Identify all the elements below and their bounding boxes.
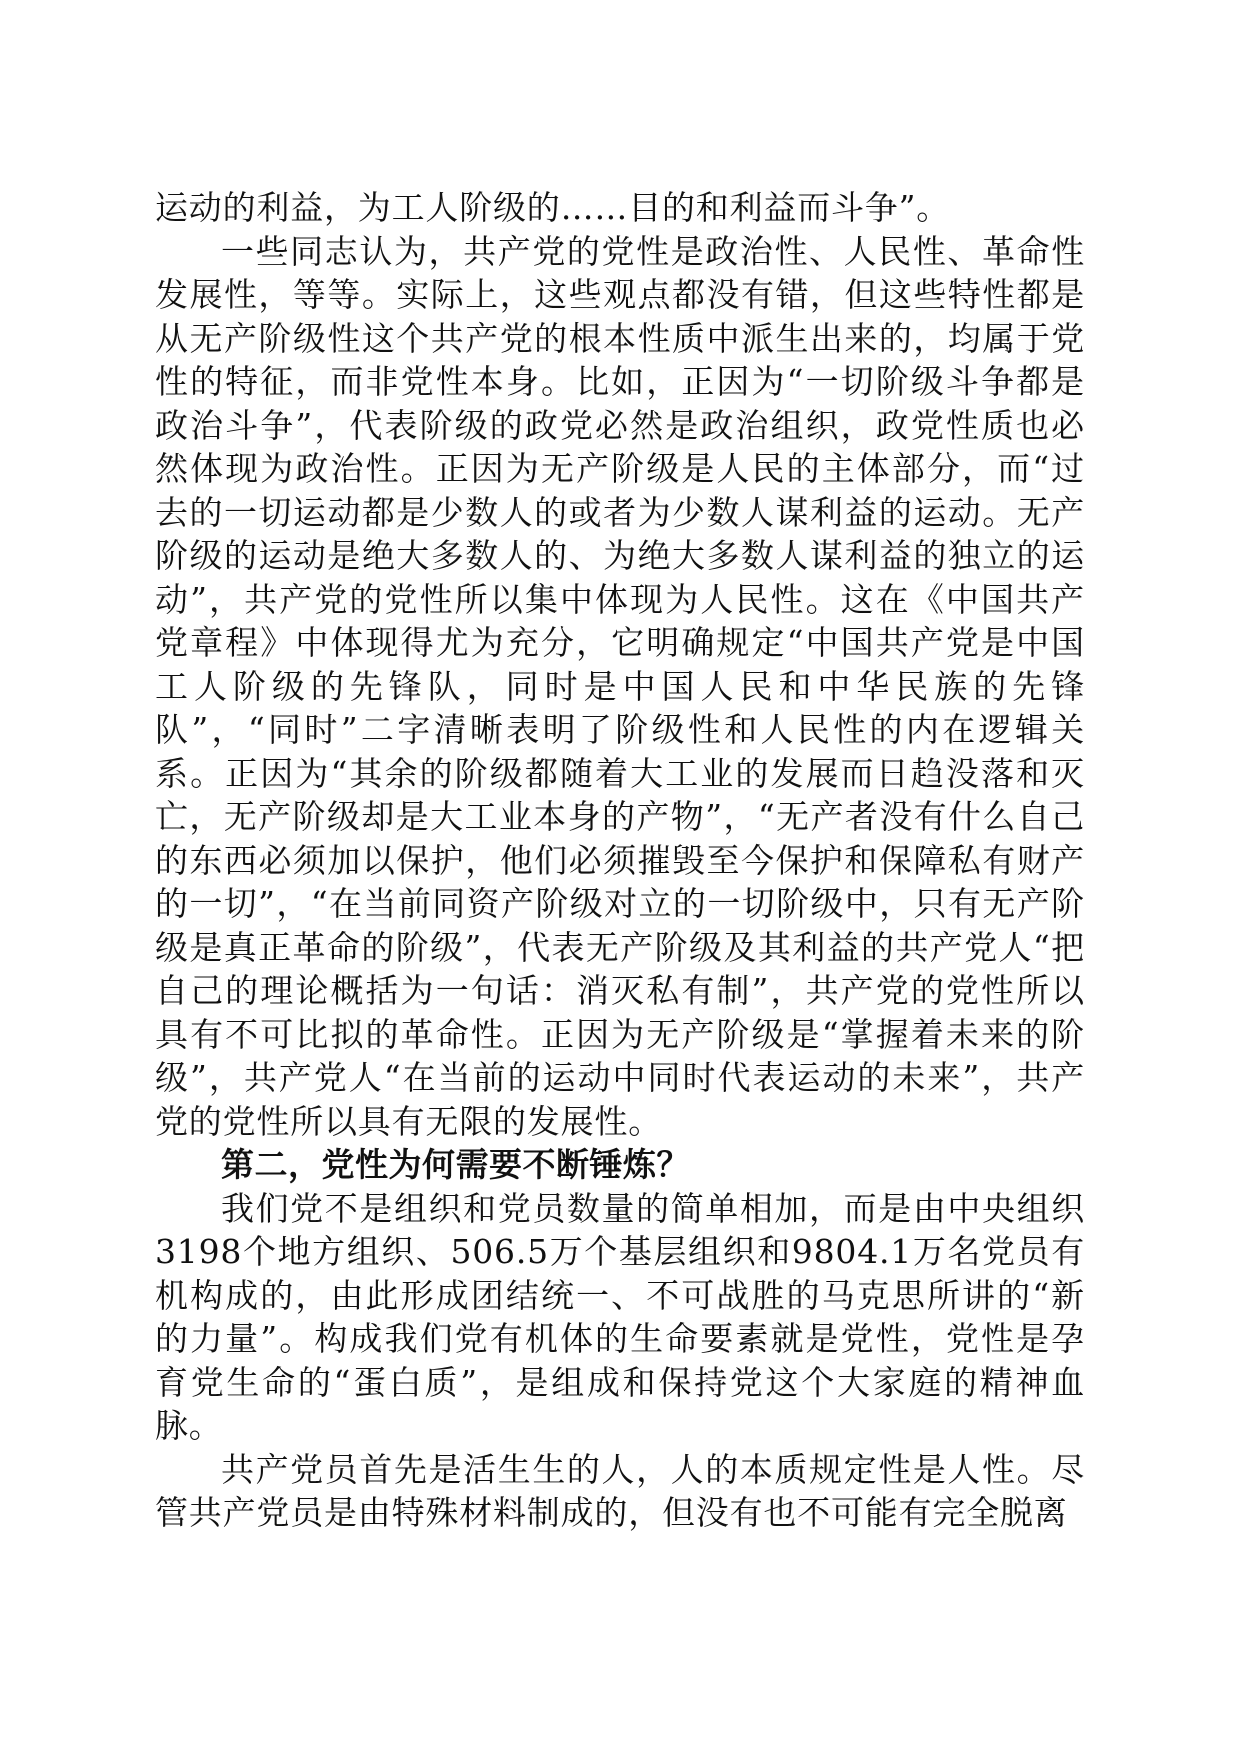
paragraph-party-nature-characteristics: 一些同志认为，共产党的党性是政治性、人民性、革命性发展性，等等。实际上，这些观点都没有错，但这些特性都是从无产阶级性这个共产党的根本性质中派生出来的，均属于党性的特征，而非党性本身。比如，正因为“一切阶级斗争都是政治斗争”，代表阶级的政党必然是政治组织，政党性质也必然体现为政治性。正因为无产阶级是人民的主体部分，而“过去的一切运动都是少数人的或者为少数人谋利益的运动。无产阶级的运动是绝大多数人的、为绝大多数人谋利益的独立的运动”，共产党的党性所以集中体现为人民性。这在《中国共产党章程》中体现得尤为充分，它明确规定“中国共产党是中国工人阶级的先锋队，同时是中国人民和中华民族的先锋队”，“同时”二字清晰表明了阶级性和人民性的内在逻辑关系。正因为“其余的阶级都随着大工业的发展而日趋没落和灭亡，无产阶级却是大工业本身的产物”，“无产者没有什么自己的东西必须加以保护，他们必须摧毁至今保护和保障私有财产的一切”，“在当前同资产阶级对立的一切阶级中，只有无产阶级是真正革命的阶级”，代表无产阶级及其利益的共产党人“把自己的理论概括为一句话：消灭私有制”，共产党的党性所以具有不可比拟的革命性。正因为无产阶级是“掌握着未来的阶级”，共产党人“在当前的运动中同时代表运动的未来”，共产党的党性所以具有无限的发展性。: [155, 231, 1085, 1141]
paragraph-continuation: 运动的利益，为工人阶级的……目的和利益而斗争”。: [155, 188, 951, 227]
document-page: [155, 186, 1085, 1535]
section-heading-second: 第二，党性为何需要不断锤炼？: [221, 1145, 690, 1184]
paragraph-party-members-humanity: 共产党员首先是活生生的人，人的本质规定性是人性。尽管共产党员是由特殊材料制成的，但没有也不可能有完全脱离: [155, 1449, 1085, 1532]
paragraph-party-organization: 我们党不是组织和党员数量的简单相加，而是由中央组织3198个地方组织、506.5万个基层组织和9804.1万名党员有机构成的，由此形成团结统一、不可战胜的马克思所讲的“新的力量”。构成我们党有机体的生命要素就是党性，党性是孕育党生命的“蛋白质”，是组成和保持党这个大家庭的精神血脉。: [155, 1188, 1085, 1445]
